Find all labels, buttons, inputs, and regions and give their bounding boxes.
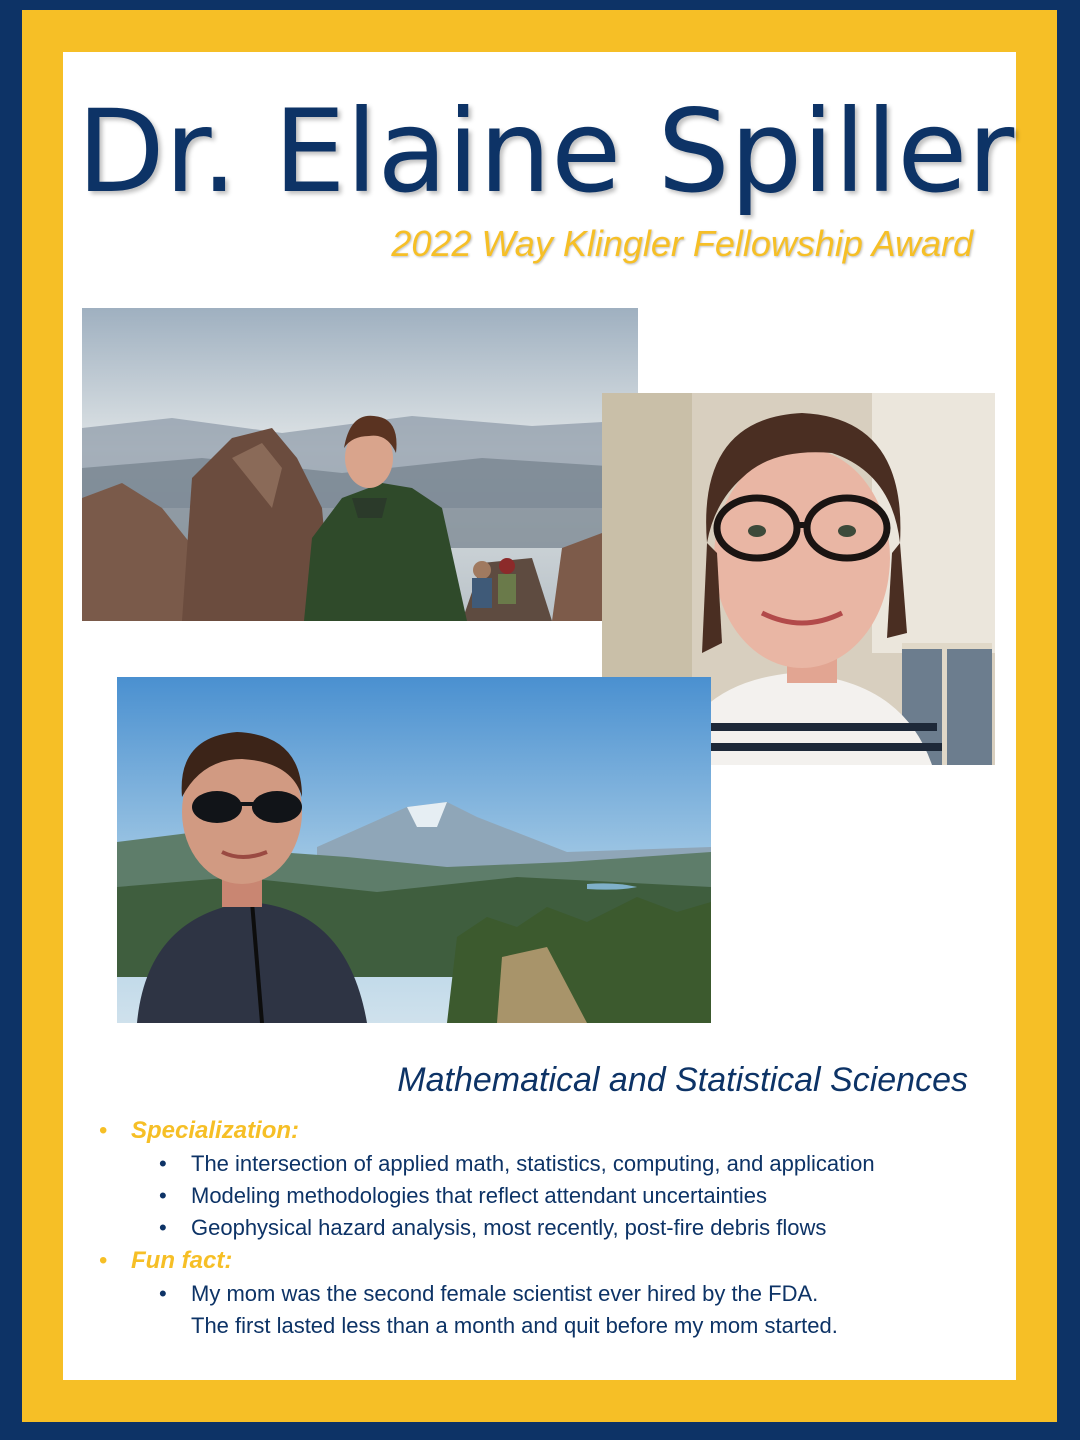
bullet-dot-icon: • <box>159 1215 167 1240</box>
page-title: Dr. Elaine Spiller <box>77 85 1015 218</box>
list-item-text: The intersection of applied math, statistics, computing, and application <box>191 1151 875 1176</box>
list-item <box>95 1148 995 1180</box>
bullet-dot-icon: • <box>159 1281 167 1306</box>
section-heading-fun-fact <box>95 1244 995 1278</box>
photo-volcano-image <box>117 677 711 1023</box>
photo-volcano <box>117 677 711 1023</box>
section-heading-label: Specialization: <box>131 1117 300 1144</box>
content-panel <box>63 52 1016 1380</box>
list-item <box>95 1278 995 1342</box>
list-item-text-continued: The first lasted less than a month and quit before my mom started. <box>191 1313 838 1338</box>
bullet-dot-icon: • <box>99 1117 108 1144</box>
bullet-dot-icon: • <box>159 1183 167 1208</box>
list-item-text: Modeling methodologies that reflect attendant uncertainties <box>191 1183 768 1208</box>
section-heading-label: Fun fact: <box>131 1247 233 1274</box>
bullet-dot-icon: • <box>99 1247 108 1274</box>
list-item-text: My mom was the second female scientist ever hired by the FDA. <box>191 1281 819 1306</box>
list-item <box>95 1180 995 1212</box>
department-name: Mathematical and Statistical Sciences <box>397 1061 968 1099</box>
bullet-dot-icon: • <box>159 1151 167 1176</box>
photo-summit <box>82 308 638 621</box>
section-heading-specialization <box>95 1114 995 1148</box>
bullet-list <box>95 1114 995 1342</box>
list-item <box>95 1212 995 1244</box>
award-subtitle: 2022 Way Klingler Fellowship Award <box>391 223 973 264</box>
list-item-text: Geophysical hazard analysis, most recently, post-fire debris flows <box>191 1215 827 1240</box>
photo-summit-image <box>82 308 638 621</box>
